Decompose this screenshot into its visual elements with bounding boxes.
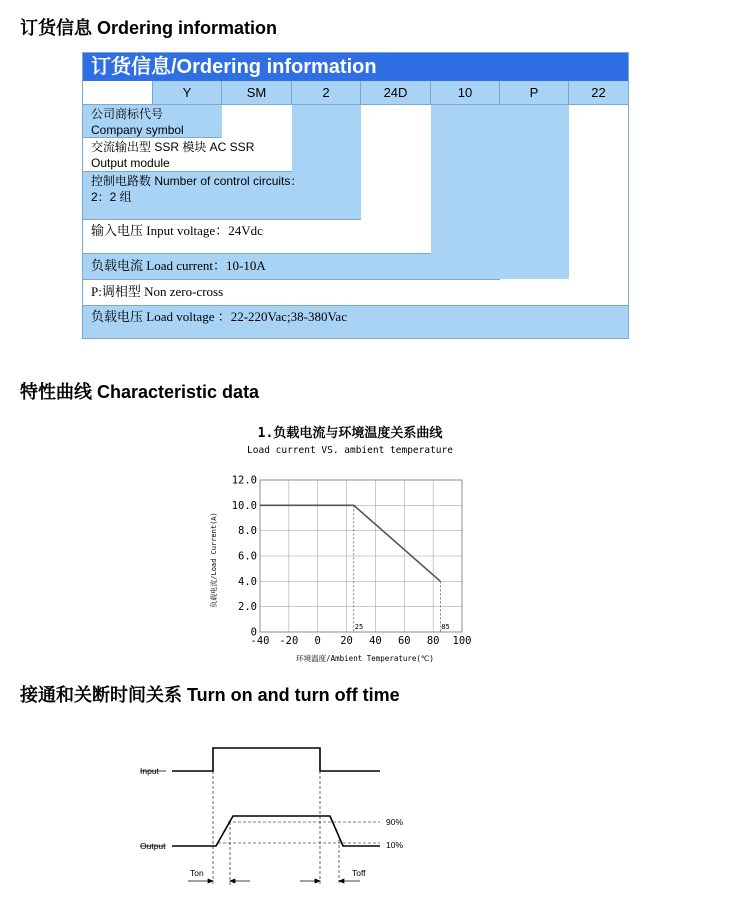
output-label: Output — [140, 841, 166, 851]
chart-grid — [260, 480, 462, 632]
load-voltage: 负载电压 Load voltage ：22-220Vac;38-380Vac — [91, 309, 347, 324]
chart-x-tick-label: 40 — [369, 635, 382, 647]
chart-x-tick-label: -40 — [250, 635, 270, 647]
label-10-percent: 10% — [386, 840, 404, 850]
chart-x-tick-label: 100 — [452, 635, 472, 647]
code-cell-2: 2 — [292, 81, 361, 104]
chart-x-tick-label: 80 — [426, 635, 440, 647]
code-cell-y: Y — [153, 81, 222, 104]
code-cell-10: 10 — [431, 81, 500, 104]
chart-y-tick-label: 6.0 — [238, 550, 257, 563]
ordering-table — [82, 52, 629, 339]
toff-label: Toff — [352, 868, 366, 878]
chart-ylabel: 负载电流/Load Current(A) — [210, 512, 218, 608]
characteristic-heading: 特性曲线 Characteristic data — [20, 382, 260, 402]
chart-x-tick-label: 0 — [314, 635, 321, 647]
chart-annotation-label: 25 — [354, 623, 364, 631]
code-cell-blank — [83, 81, 153, 104]
code-cell-22: 22 — [591, 85, 606, 100]
code-cell-p: P — [500, 81, 569, 104]
output-type-cn: 交流输出型 SSR 模块 AC SSR — [91, 140, 255, 154]
company-symbol-cn: 公司商标代号 — [91, 107, 164, 121]
code-cell-sm: SM — [222, 81, 292, 104]
chart-y-tick-label: 12.0 — [231, 474, 257, 487]
chart-x-tick-label: -20 — [279, 635, 299, 647]
chart-y-tick-label: 8.0 — [238, 525, 257, 538]
input-voltage: 输入电压 Input voltage：24Vdc — [91, 223, 263, 238]
ordering-heading: 订货信息 Ordering information — [20, 18, 278, 38]
chart-annotations — [354, 505, 450, 632]
chart-x-tick-label: 60 — [397, 635, 411, 647]
chart-subtitle: Load current VS. ambient temperature — [247, 445, 453, 456]
chart-x-ticks — [251, 635, 472, 647]
code-cell-24d: 24D — [361, 81, 431, 104]
chart-y-tick-label: 4.0 — [238, 575, 257, 588]
input-label: Input — [140, 766, 159, 776]
company-symbol-en: Company symbol — [91, 123, 184, 137]
chart-series-line — [260, 505, 440, 581]
load-current: 负载电流 Load current：10-10A — [91, 258, 266, 273]
ton-label: Ton — [190, 868, 204, 878]
zero-cross-type: P:调相型 Non zero-cross — [91, 284, 224, 299]
label-90-percent: 90% — [386, 817, 404, 827]
chart-y-ticks — [232, 475, 257, 639]
timing-diagram — [130, 735, 420, 900]
chart-annotation-label: 85 — [441, 623, 450, 631]
chart-y-tick-label: 0 — [250, 626, 257, 639]
input-signal — [172, 748, 380, 771]
chart-x-tick-label: 20 — [340, 635, 353, 647]
chart-xlabel: 环境温度/Ambient Temperature(℃) — [296, 654, 434, 663]
chart-title: 1.负载电流与环境温度关系曲线 — [257, 426, 443, 441]
control-circuits-line2: 2：2 组 — [91, 190, 132, 204]
control-circuits-line1: 控制电路数 Number of control circuits： — [91, 174, 303, 188]
chart-y-tick-label: 10.0 — [231, 499, 257, 512]
output-signal — [172, 816, 380, 846]
output-type-en: Output module — [91, 156, 170, 170]
ordering-table-title: 订货信息/Ordering information — [83, 53, 628, 81]
timing-heading: 接通和关断时间关系 Turn on and turn off time — [20, 685, 400, 705]
chart-y-tick-label: 2.0 — [238, 601, 257, 614]
load-current-chart — [200, 420, 500, 670]
